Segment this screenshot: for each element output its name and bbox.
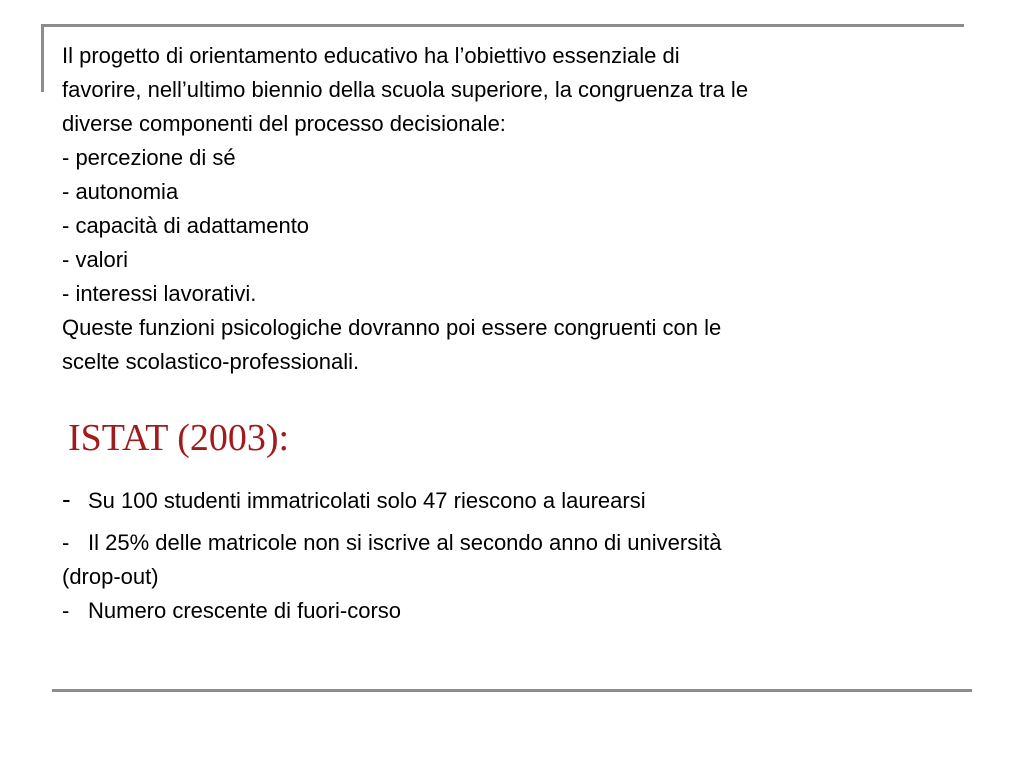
list-item-autonomy: - autonomia [62, 179, 179, 204]
stat-text: Il 25% delle matricole non si iscrive al secondo anno di università [88, 530, 722, 555]
intro-line: favorire, nell’ultimo biennio della scuola superiore, la congruenza tra le [62, 77, 749, 102]
stat-item-fuori-corso [62, 594, 962, 628]
stat-item-graduation [62, 480, 962, 520]
intro-line: diverse componenti del processo decisionale: [62, 111, 506, 136]
stat-text: Numero crescente di fuori-corso [88, 598, 402, 623]
list-item-work-interests: - interessi lavorativi. [62, 281, 257, 306]
top-rule [44, 24, 964, 27]
bullet-dash: - [62, 598, 70, 623]
istat-stats-list [62, 480, 962, 628]
bottom-rule [52, 689, 972, 692]
stat-text-continued: (drop-out) [62, 564, 159, 589]
intro-line: Queste funzioni psicologiche dovranno poi essere congruenti con le [62, 315, 722, 340]
istat-heading: ISTAT (2003): [68, 417, 290, 459]
bullet-dash: - [62, 530, 70, 555]
stat-text: Su 100 studenti immatricolati solo 47 riescono a laurearsi [88, 488, 646, 513]
intro-paragraph [62, 39, 962, 379]
intro-line: scelte scolastico-professionali. [62, 349, 360, 374]
list-item-values: - valori [62, 247, 129, 272]
list-item-adaptability: - capacità di adattamento [62, 213, 310, 238]
stat-item-dropout [62, 526, 962, 594]
left-rule [41, 24, 44, 92]
list-item-perception: - percezione di sé [62, 145, 236, 170]
intro-line: Il progetto di orientamento educativo ha l’obiettivo essenziale di [62, 43, 680, 68]
bullet-dash: - [62, 484, 71, 514]
